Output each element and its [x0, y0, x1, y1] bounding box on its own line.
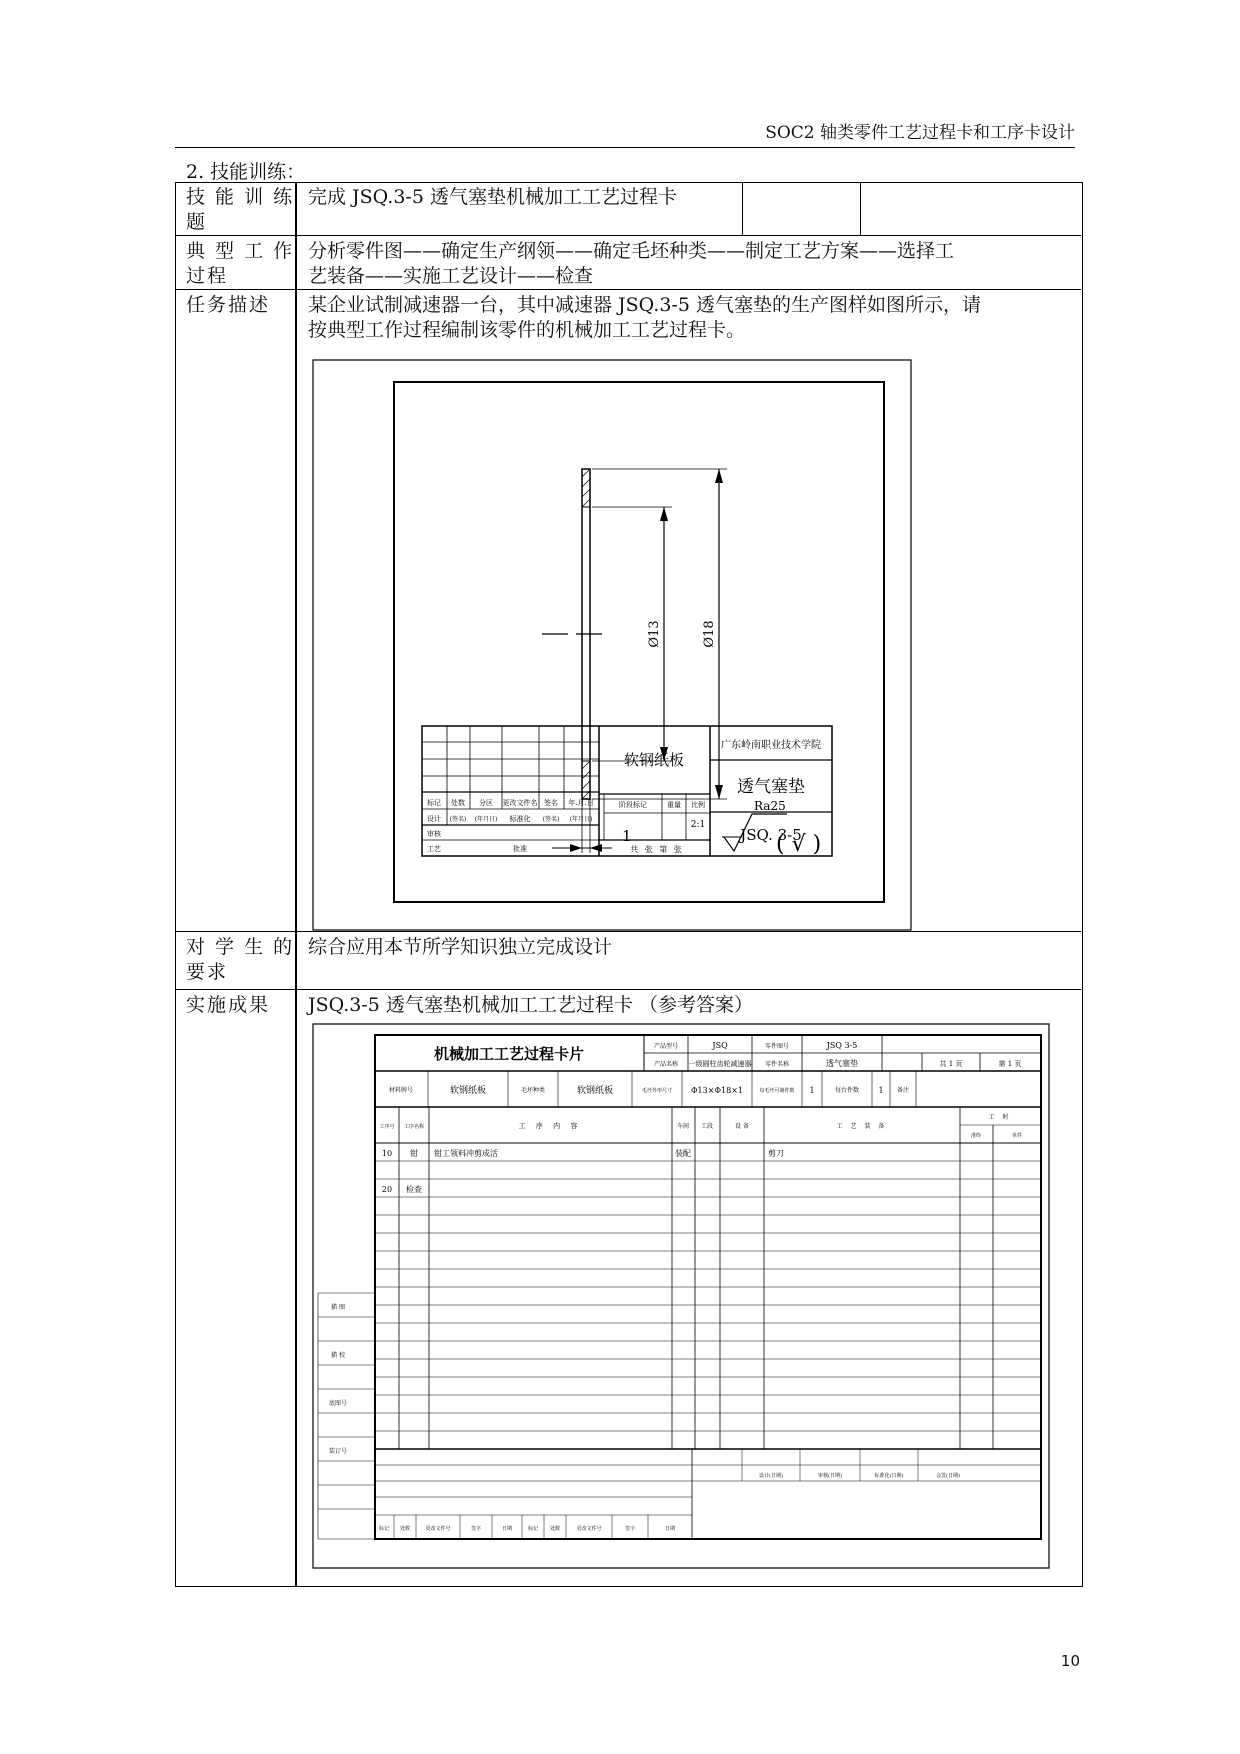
- row-label-line: 对 学 生 的: [186, 936, 295, 958]
- card-part-drawing: JSQ 3-5: [826, 1041, 858, 1050]
- card-col-workshop: 车间: [676, 1123, 690, 1130]
- card-col-unit: 单件: [1011, 1133, 1023, 1139]
- card-col-prep: 准终: [970, 1133, 982, 1139]
- tb-sign-cell: (年月日): [474, 816, 498, 823]
- card-product-name: 一级圆柱齿轮减速器: [688, 1060, 752, 1068]
- row-label-line: 要求: [186, 961, 229, 983]
- task-table: [175, 182, 1083, 1587]
- dim-thickness-label: 1: [622, 827, 632, 845]
- tb-weight: 重量: [667, 801, 681, 809]
- tb-rev-header: 处数: [451, 799, 465, 807]
- card-title: 机械加工工艺过程卡片: [433, 1045, 585, 1063]
- roughness-suffix: ( √ ): [776, 832, 822, 857]
- tb-part-no: JSQ. 3-5: [740, 826, 802, 844]
- card-bottom-label: 更改文件号: [425, 1526, 451, 1532]
- card-material-label: 材料牌号: [388, 1087, 414, 1094]
- row-content: 完成 JSQ.3-5 透气塞垫机械加工工艺过程卡: [308, 186, 677, 208]
- card-remark-label: 备注: [896, 1087, 910, 1094]
- card-per-blank-label: 每毛坯可制件数: [759, 1088, 795, 1094]
- tb-rev-header: 更改文件名: [502, 799, 538, 807]
- tb-rev-header: 分区: [479, 799, 493, 807]
- card-part-name-label: 零件名称: [764, 1061, 790, 1068]
- card-op-content: 钳工领料冲剪成活: [434, 1149, 498, 1158]
- card-product-model-label: 产品型号: [653, 1043, 679, 1050]
- card-col-section: 工段: [700, 1123, 714, 1130]
- card-op-tooling: 剪刀: [768, 1149, 784, 1158]
- row-label: 实施成果: [186, 994, 271, 1016]
- card-col-hours: 工 时: [988, 1114, 1012, 1121]
- tb-sign-cell: (年月日): [569, 816, 593, 823]
- tb-school: 广东岭南职业技术学院: [721, 740, 821, 751]
- card-bottom-label: 标记: [378, 1526, 390, 1532]
- card-sign-label: 会签(日期): [936, 1473, 960, 1479]
- card-per-blank: 1: [809, 1086, 815, 1095]
- card-op-workshop: 装配: [675, 1149, 691, 1158]
- dim-inner-label: Ø13: [647, 620, 662, 648]
- row-label: 任务描述: [186, 294, 271, 316]
- card-per-unit-label: 每台件数: [834, 1087, 860, 1094]
- row-content-line: 分析零件图——确定生产纲领——确定毛坯种类——制定工艺方案——选择工: [308, 240, 955, 262]
- card-side-label: 装订号: [328, 1448, 348, 1455]
- part-drawing: [312, 359, 912, 931]
- card-sign-label: 标准化(日期): [874, 1473, 904, 1479]
- card-bottom-label: 标记: [527, 1526, 539, 1532]
- dim-outer-label: Ø18: [702, 620, 717, 648]
- card-part-name: 透气塞垫: [826, 1059, 858, 1068]
- tb-rev-header: 年.月.日: [568, 799, 594, 807]
- card-op-name: 钳: [410, 1149, 418, 1158]
- tb-review: 审核: [427, 830, 441, 838]
- card-bottom-label: 签字: [470, 1526, 482, 1532]
- tb-material: 软钢纸板: [623, 751, 685, 769]
- card-op-name: 检查: [406, 1185, 422, 1194]
- tb-stage-mark: 阶段标记: [619, 801, 647, 809]
- section-title: 2. 技能训练：: [186, 161, 306, 183]
- row-content: JSQ.3-5 透气塞垫机械加工工艺过程卡 （参考答案）: [308, 994, 753, 1016]
- card-blank-size: Φ13×Φ18×1: [691, 1086, 743, 1095]
- tb-sign-cell: (签名): [449, 816, 467, 823]
- row-label-line: 题: [186, 211, 208, 233]
- card-bottom-label: 处数: [399, 1526, 411, 1532]
- card-product-model: JSQ: [712, 1041, 728, 1050]
- card-op-no: 20: [381, 1185, 393, 1194]
- row-content: 综合应用本节所学知识独立完成设计: [308, 936, 613, 958]
- process-card: [312, 1023, 1050, 1569]
- card-op-no: 10: [381, 1149, 393, 1158]
- tb-sign-cell: 设计: [427, 815, 441, 823]
- tb-scale-label: 比例: [691, 801, 705, 809]
- running-header: SOC2 轴类零件工艺过程卡和工序卡设计: [175, 118, 1075, 148]
- card-per-unit: 1: [878, 1086, 884, 1095]
- tb-sign-cell: (签名): [542, 816, 560, 823]
- card-blank-size-label: 毛坯外形尺寸: [641, 1088, 673, 1094]
- card-col-equipment: 设 备: [735, 1123, 749, 1130]
- tb-rev-header: 标记: [427, 799, 441, 807]
- card-sign-label: 审核(日期): [818, 1473, 842, 1479]
- card-sign-label: 设计(日期): [759, 1473, 783, 1479]
- card-bottom-label: 处数: [549, 1526, 561, 1532]
- row-label-line: 典 型 工 作: [186, 240, 295, 262]
- tb-approve: 批准: [513, 845, 527, 853]
- card-col-tooling: 工 艺 装 备: [836, 1123, 888, 1130]
- card-side-label: 描 图: [331, 1304, 345, 1311]
- roughness-value: Ra25: [754, 799, 786, 813]
- tb-part-name: 透气塞垫: [737, 777, 805, 797]
- card-col-op-no: 工序号: [379, 1124, 395, 1130]
- row-content-line: 按典型工作过程编制该零件的机械加工工艺过程卡。: [308, 319, 746, 341]
- card-product-name-label: 产品名称: [653, 1061, 679, 1068]
- tb-rev-header: 签名: [544, 799, 558, 807]
- card-material: 软钢纸板: [449, 1086, 487, 1096]
- row-label-line: 技 能 训 练: [186, 186, 295, 208]
- page-number: 10: [1060, 1652, 1080, 1670]
- card-col-op-name: 工序名称: [403, 1124, 425, 1130]
- row-label-line: 过程: [186, 265, 229, 287]
- tb-sheet: 共 张 第 张: [630, 845, 684, 854]
- card-bottom-label: 签字: [624, 1526, 636, 1532]
- tb-scale: 2:1: [690, 820, 706, 830]
- card-page-no: 第 1 页: [998, 1060, 1022, 1068]
- tb-sign-cell: 标准化: [509, 815, 531, 823]
- card-bottom-label: 更改文件号: [576, 1526, 602, 1532]
- row-content-line: 艺装备——实施工艺设计——检查: [308, 265, 594, 287]
- card-bottom-label: 日期: [664, 1526, 676, 1532]
- tb-process: 工艺: [427, 845, 441, 853]
- card-total-pages: 共 1 页: [939, 1060, 963, 1068]
- card-col-content: 工 序 内 容: [518, 1122, 582, 1130]
- card-part-drawing-label: 零件图号: [764, 1043, 790, 1050]
- card-side-label: 描 校: [331, 1352, 345, 1359]
- card-blank-type-label: 毛坯种类: [520, 1087, 546, 1094]
- card-bottom-label: 日期: [501, 1526, 513, 1532]
- card-side-label: 底图号: [328, 1400, 348, 1407]
- card-blank-type: 软钢纸板: [576, 1086, 614, 1096]
- row-content-line: 某企业试制减速器一台，其中减速器 JSQ.3-5 透气塞垫的生产图样如图所示，请: [308, 294, 981, 316]
